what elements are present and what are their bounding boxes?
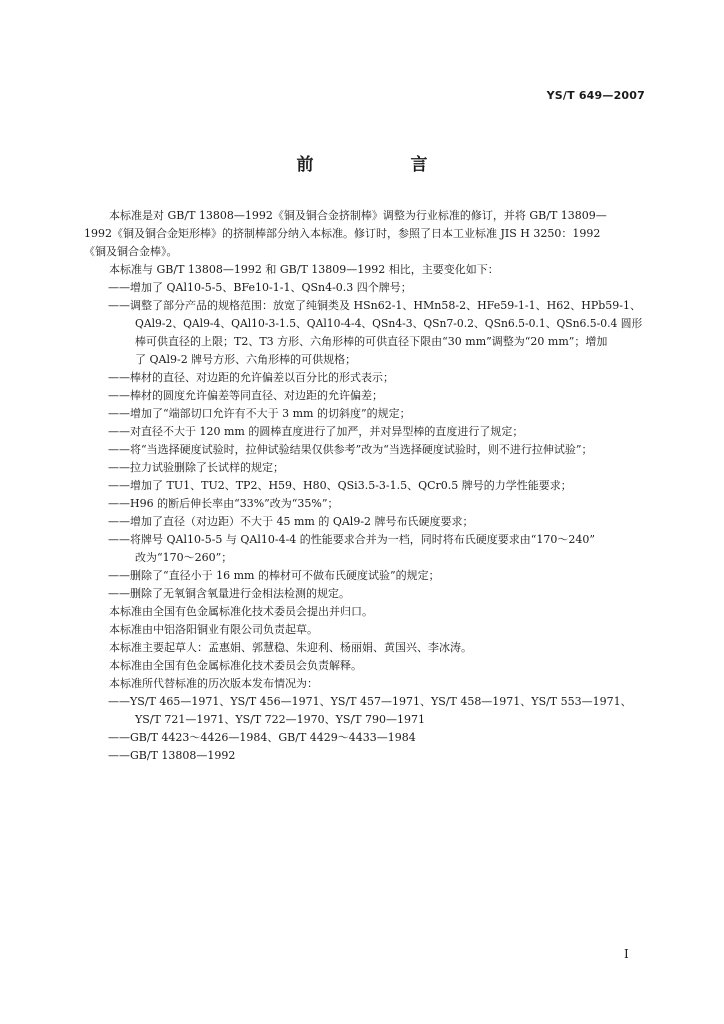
change-item: ——棒材的直径、对边距的允许偏差以百分比的形式表示； (108, 371, 394, 384)
change-item: ——增加了直径（对边距）不大于 45 mm 的 QAl9-2 牌号布氏硬度要求； (108, 515, 474, 528)
change-item: ——对直径不大于 120 mm 的圆棒直度进行了加严，并对异型棒的直度进行了规定； (108, 425, 524, 438)
history-item: ——GB/T 13808—1992 (108, 749, 236, 762)
intro-line: 《铜及铜合金棒》。 (84, 245, 178, 258)
intro-line: 1992《铜及铜合金矩形棒》的挤制棒部分纳入本标准。修订时，参照了日本工业标准 JIS H 3250：1992 (84, 227, 601, 240)
standard-number: YS/T 649—2007 (546, 89, 645, 102)
page-title: 前 言 (296, 155, 468, 175)
change-item: ——H96 的断后伸长率由“33%”改为“35%”； (108, 497, 339, 510)
changes-intro: 本标准与 GB/T 13808—1992 和 GB/T 13809—1992 相比，主要变化如下： (109, 263, 499, 276)
change-item: ——增加了“端部切口允许有不大于 3 mm 的切斜度”的规定； (108, 407, 411, 420)
change-item: ——拉力试验删除了长试样的规定； (108, 461, 284, 474)
change-item: ——删除了“直径小于 16 mm 的棒材可不做布氏硬度试验”的规定； (108, 569, 440, 582)
closing-line: 本标准由中铝洛阳铜业有限公司负责起草。 (109, 623, 318, 636)
change-item: ——调整了部分产品的规格范围：放宽了纯铜类及 HSn62-1、HMn58-2、HFe59-1-1、H62、HPb59-1、 (108, 299, 641, 312)
change-item: ——增加了 TU1、TU2、TP2、H59、H80、QSi3.5-3-1.5、QCr0.5 牌号的力学性能要求； (108, 479, 572, 492)
closing-line: 本标准所代替标准的历次版本发布情况为： (109, 677, 318, 690)
intro-line: 本标准是对 GB/T 13808—1992《铜及铜合金挤制棒》调整为行业标准的修订，并将 GB/T 13809— (109, 209, 607, 222)
change-item: ——增加了 QAl10-5-5、BFe10-1-1、QSn4-0.3 四个牌号； (108, 281, 412, 294)
history-item: ——YS/T 465—1971、YS/T 456—1971、YS/T 457—1971、YS/T 458—1971、YS/T 553—1971、 (108, 695, 632, 708)
change-item-continuation: 了 QAl9-2 牌号方形、六角形棒的可供规格； (135, 353, 357, 366)
closing-line: 本标准主要起草人：孟惠娟、郭慧稳、朱迎利、杨丽娟、黄国兴、李冰涛。 (109, 641, 472, 654)
change-item: ——将“当选择硬度试验时，拉伸试验结果仅供参考”改为“当选择硬度试验时，则不进行拉伸试验”； (108, 443, 593, 456)
document-body (84, 207, 642, 765)
change-item: ——删除了无氧铜含氧量进行金相法检测的规定。 (108, 587, 350, 600)
page-number: I (624, 947, 629, 961)
change-item: ——将牌号 QAl10-5-5 与 QAl10-4-4 的性能要求合并为一档，同时将布氏硬度要求由“170～240” (108, 533, 596, 546)
change-item-continuation: 改为“170～260”； (135, 551, 233, 564)
closing-line: 本标准由全国有色金属标准化技术委员会提出并归口。 (109, 605, 373, 618)
history-item-continuation: YS/T 721—1971、YS/T 722—1970、YS/T 790—1971 (135, 713, 425, 726)
change-item: ——棒材的圆度允许偏差等同直径、对边距的允许偏差； (108, 389, 383, 402)
history-item: ——GB/T 4423～4426—1984、GB/T 4429～4433—1984 (108, 731, 416, 744)
closing-line: 本标准由全国有色金属标准化技术委员会负责解释。 (109, 659, 362, 672)
change-item-continuation: QAl9-2、QAl9-4、QAl10-3-1.5、QAl10-4-4、QSn4-3、QSn7-0.2、QSn6.5-0.1、QSn6.5-0.4 圆形 (135, 317, 643, 330)
change-item-continuation: 棒可供直径的上限；T2、T3 方形、六角形棒的可供直径下限由“30 mm”调整为“20 mm”；增加 (135, 335, 608, 348)
